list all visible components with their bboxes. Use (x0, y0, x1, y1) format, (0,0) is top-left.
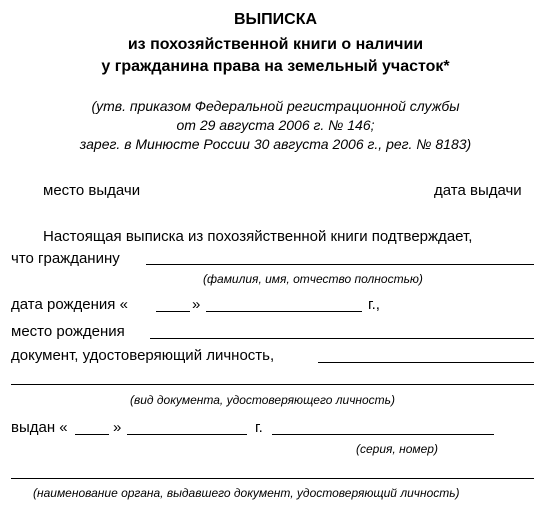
id-document-field[interactable] (318, 362, 534, 363)
issued-month-field[interactable] (127, 434, 247, 435)
citizen-full-name-field[interactable] (146, 264, 534, 265)
approval-note-line-1: (утв. приказом Федеральной регистрационной службы (91, 98, 460, 114)
intro-text-line-2: что гражданину (11, 250, 120, 267)
date-of-issue-label: дата выдачи (434, 182, 522, 199)
id-document-label: документ, удостоверяющий личность, (11, 347, 275, 364)
id-document-type-field[interactable] (11, 384, 534, 385)
issued-year-suffix: г. (255, 419, 263, 436)
document-type-hint: (вид документа, удостоверяющего личность) (130, 393, 395, 407)
birth-year-suffix: г., (368, 296, 380, 313)
birth-day-field[interactable] (156, 311, 190, 312)
document-title: ВЫПИСКА (233, 11, 318, 28)
birth-date-quote-close: » (192, 296, 201, 313)
issuing-authority-hint: (наименование органа, выдавшего документ, удостоверяющий личность) (33, 486, 460, 500)
series-number-field[interactable] (272, 434, 494, 435)
approval-note-line-3: зарег. в Минюсте России 30 августа 2006 г., рег. № 8183) (79, 136, 472, 152)
document-subtitle-line-2: у гражданина права на земельный участок* (101, 58, 450, 75)
birth-date-label: дата рождения « (11, 296, 128, 313)
series-number-hint: (серия, номер) (356, 442, 438, 456)
place-of-issue-label: место выдачи (43, 182, 141, 199)
document-subtitle-line-1: из похозяйственной книги о наличии (127, 36, 424, 53)
birth-month-field[interactable] (206, 311, 362, 312)
intro-text-line-1: Настоящая выписка из похозяйственной книги подтверждает, (43, 228, 473, 245)
issued-quote-close: » (113, 419, 122, 436)
full-name-hint: (фамилия, имя, отчество полностью) (203, 272, 423, 286)
issuing-authority-field[interactable] (11, 478, 534, 479)
issued-label: выдан « (11, 419, 68, 436)
approval-note-line-2: от 29 августа 2006 г. № 146; (176, 117, 375, 133)
birth-place-label: место рождения (11, 323, 125, 340)
issued-day-field[interactable] (75, 434, 109, 435)
birth-place-field[interactable] (150, 338, 534, 339)
